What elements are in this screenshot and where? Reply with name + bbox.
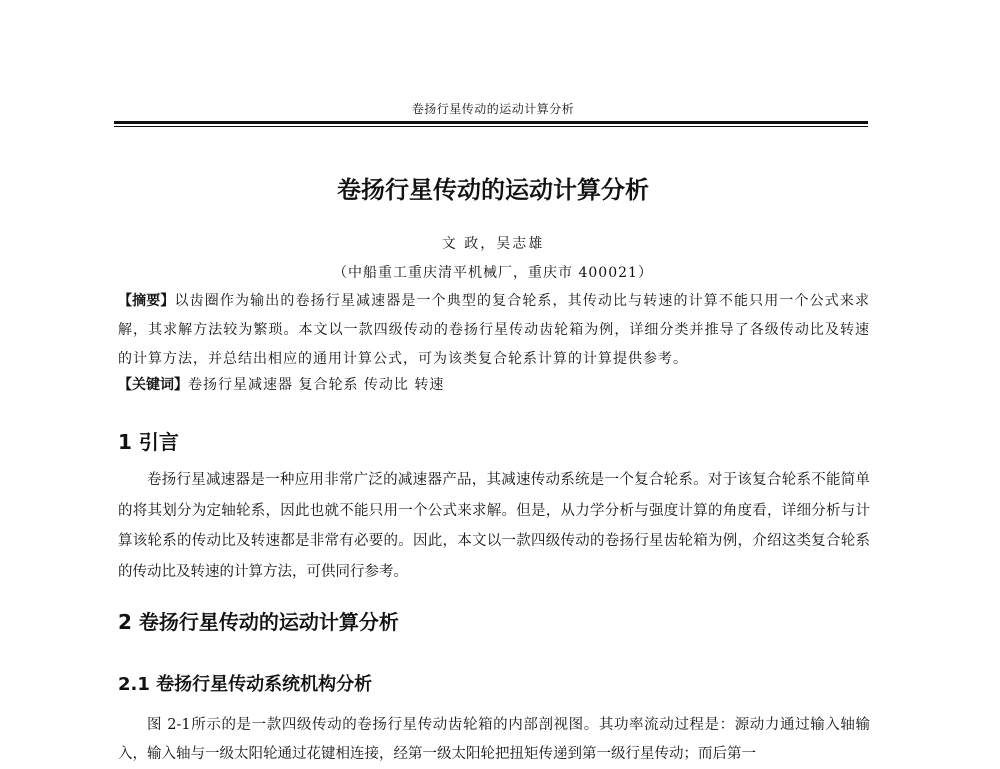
abstract-text: 以齿圈作为输出的卷扬行星减速器是一个典型的复合轮系，其传动比与转速的计算不能只用一个公式来求解，其求解方法较为繁琐。本文以一款四级传动的卷扬行星传动齿轮箱为例，详细分类并推导了各级传动比及转速的计算方法，并总结出相应的通用计算公式，可为该类复合轮系计算的计算提供参考。 bbox=[118, 293, 871, 367]
abstract-label: 【摘要】 bbox=[118, 293, 175, 309]
keywords-text: 卷扬行星减速器 复合轮系 传动比 转速 bbox=[188, 377, 445, 393]
paper-affiliation: （中船重工重庆清平机械厂，重庆市 400021） bbox=[333, 265, 653, 281]
paper-authors: 文 政，吴志雄 bbox=[441, 236, 545, 252]
introduction-paragraph: 卷扬行星减速器是一种应用非常广泛的减速器产品，其减速传动系统是一个复合轮系。对于该复合轮系不能简单的将其划分为定轴轮系，因此也就不能只用一个公式来求解。但是，从力学分析与强度计算的角度看，详细分析与计算该轮系的传动比及转速都是非常有必要的。因此，本文以一款四级传动的卷扬行星齿轮箱为例，介绍这类复合轮系的传动比及转速的计算方法，可供同行参考。 bbox=[118, 472, 870, 580]
header-rule-thick bbox=[114, 121, 868, 124]
paper-title: 卷扬行星传动的运动计算分析 bbox=[337, 176, 649, 204]
section-heading-introduction: 1 引言 bbox=[118, 430, 179, 454]
running-head: 卷扬行星传动的运动计算分析 bbox=[411, 102, 575, 116]
subsection-heading-mechanism: 2.1 卷扬行星传动系统机构分析 bbox=[118, 674, 373, 695]
header-rule-thin bbox=[114, 126, 868, 127]
abstract bbox=[118, 287, 870, 374]
keywords-label: 【关键词】 bbox=[118, 377, 188, 393]
mechanism-paragraph: 图 2-1所示的是一款四级传动的卷扬行星传动齿轮箱的内部剖视图。其功率流动过程是：源动力通过输入轴输入，输入轴与一级太阳轮通过花键相连接，经第一级太阳轮把扭矩传递到第一级行星传动；而后第一 bbox=[118, 717, 870, 762]
keywords bbox=[118, 374, 870, 394]
section-heading-kinematics: 2 卷扬行星传动的运动计算分析 bbox=[118, 610, 399, 634]
